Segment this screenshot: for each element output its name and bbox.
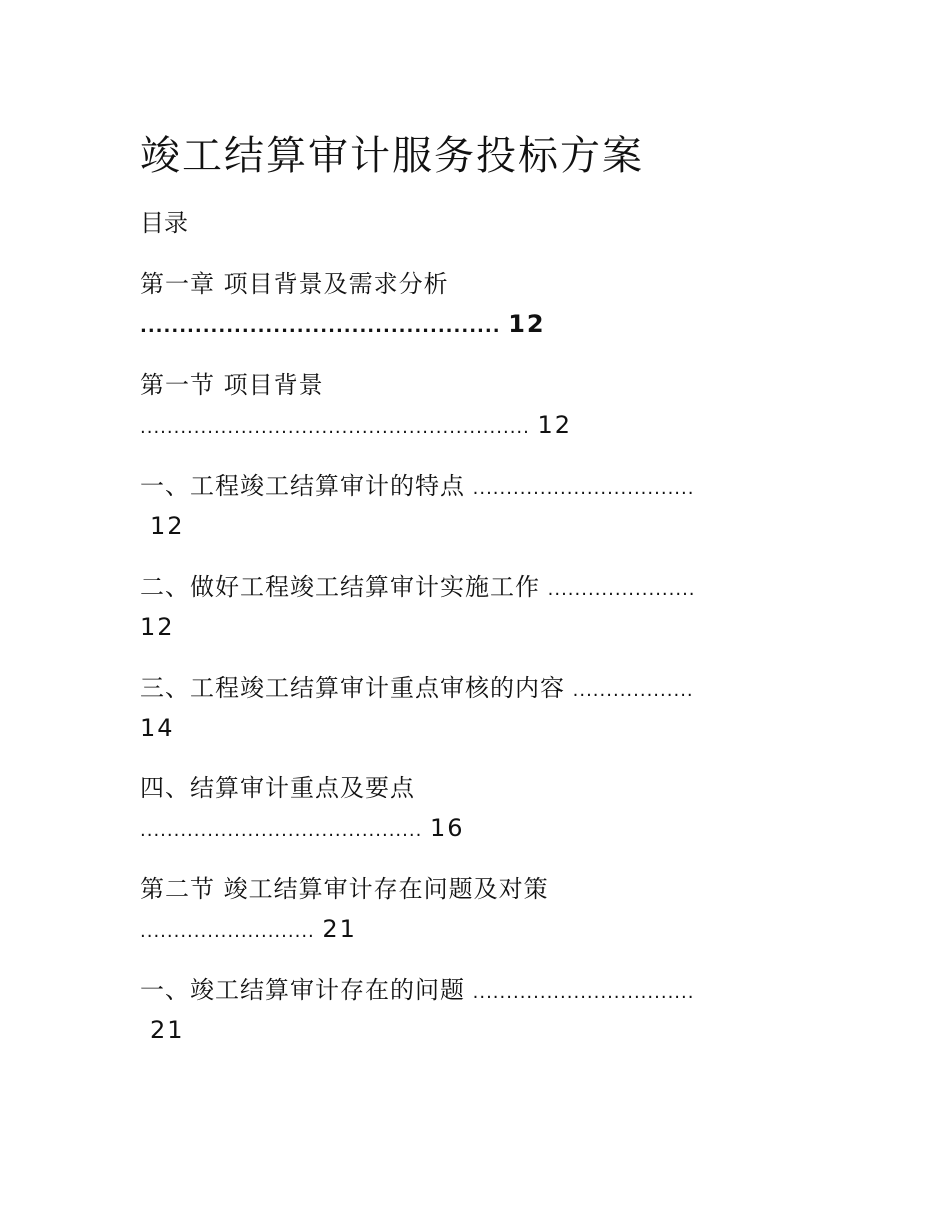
- toc-page-number: 12: [150, 512, 185, 540]
- toc-entry-item-1[interactable]: [140, 466, 830, 546]
- toc-entry-title: 第一节 项目背景: [140, 371, 324, 399]
- toc-entry-title-line: [140, 567, 830, 607]
- toc-entry-leader-line: [140, 405, 830, 445]
- toc-entry-section-2[interactable]: [140, 869, 830, 949]
- toc-entry-leader-line: [140, 909, 830, 949]
- toc-page-number: 16: [429, 814, 465, 842]
- toc-entry-number-line: [140, 1010, 830, 1050]
- toc-page-number: 12: [508, 310, 546, 338]
- toc-entry-section-1[interactable]: [140, 365, 830, 445]
- toc-leader-dots: .................................: [472, 478, 695, 499]
- toc-entry-number-line: [140, 506, 830, 546]
- toc-leader-dots: ..........................: [140, 921, 315, 942]
- toc-entry-chapter-1[interactable]: [140, 264, 830, 344]
- toc-leader-dots: ..............................................: [140, 316, 501, 337]
- toc-leader-dots: .................................: [472, 982, 695, 1003]
- toc-entry-title-line: [140, 668, 830, 708]
- toc-entry-leader-line: [140, 304, 830, 344]
- toc-heading: 目录: [140, 209, 188, 237]
- toc-entry-title: 四、结算审计重点及要点: [140, 774, 415, 802]
- toc-entry-title-line: [140, 869, 830, 909]
- toc-entry-title: 第二节 竣工结算审计存在问题及对策: [140, 875, 549, 903]
- toc-entry-item-4[interactable]: [140, 768, 830, 848]
- toc-entry-title: 三、工程竣工结算审计重点审核的内容: [140, 674, 565, 702]
- toc-entry-title: 第一章 项目背景及需求分析: [140, 270, 449, 298]
- toc-page-number: 21: [150, 1016, 185, 1044]
- toc-entry-title-line: [140, 970, 830, 1010]
- toc-page-number: 12: [140, 613, 175, 641]
- toc-entry-title: 二、做好工程竣工结算审计实施工作: [140, 573, 540, 601]
- toc-entry-item-5[interactable]: [140, 970, 830, 1050]
- toc-page-number: 12: [537, 411, 573, 439]
- toc-entry-title-line: [140, 365, 830, 405]
- toc-entry-item-2[interactable]: [140, 567, 830, 647]
- toc-page-number: 21: [322, 915, 357, 943]
- toc-leader-dots: ..................: [572, 680, 694, 701]
- toc-entry-title-line: [140, 768, 830, 808]
- toc-entry-number-line: [140, 708, 830, 748]
- toc-leader-dots: ..........................................: [140, 820, 423, 841]
- toc-page-number: 14: [140, 714, 175, 742]
- toc-entry-title: 一、竣工结算审计存在的问题: [140, 976, 465, 1004]
- toc-leader-dots: ..........................................................: [140, 417, 530, 438]
- document-title: 竣工结算审计服务投标方案: [140, 133, 644, 179]
- toc-entry-leader-line: [140, 808, 830, 848]
- toc-entry-title-line: [140, 466, 830, 506]
- toc-leader-dots: ......................: [547, 579, 696, 600]
- toc-entry-item-3[interactable]: [140, 668, 830, 748]
- toc-entry-title: 一、工程竣工结算审计的特点: [140, 472, 465, 500]
- toc-entry-number-line: [140, 607, 830, 647]
- toc-entry-title-line: [140, 264, 830, 304]
